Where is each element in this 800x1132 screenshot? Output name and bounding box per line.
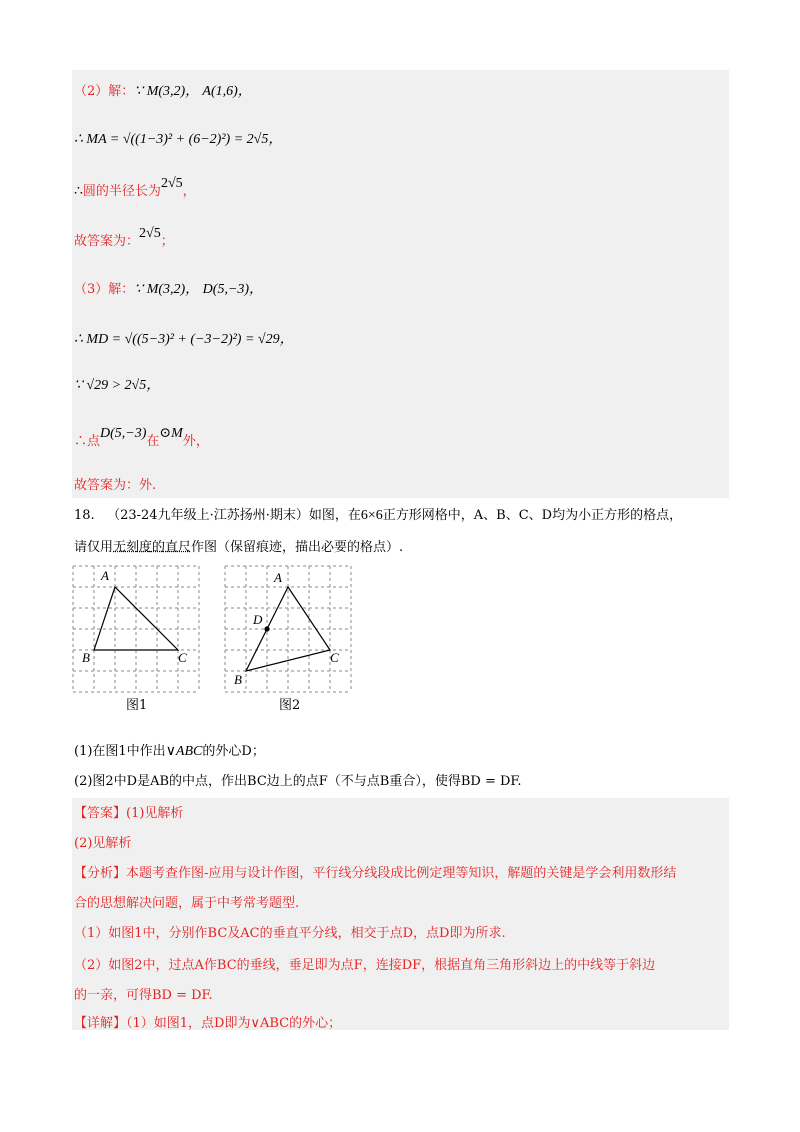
md-equation: ∴ MD = √((5−3)² + (−3−2)²) = √29，	[74, 332, 294, 347]
fig1-caption: 图1	[126, 698, 148, 713]
q18-stem2: 正方形网格中，A、B、C、D均为小正方形的格点，	[382, 508, 683, 523]
q18-stem-line2	[74, 538, 403, 558]
figure-1-grid	[72, 565, 200, 693]
fig2-grid-lines	[225, 566, 351, 692]
fig2-caption: 图2	[279, 698, 301, 713]
part2-line3: ∴圆的半径长为2√5，	[74, 176, 196, 199]
part2-answer-label: 故答案为：	[74, 234, 140, 249]
therefore-symbol: ∴	[74, 184, 83, 199]
radius-value: 2√5	[160, 176, 183, 191]
detail-1: （1）如图1，点D即为∨ABC的外心；	[126, 1016, 342, 1031]
fig1-grid-lines	[73, 566, 199, 692]
grid-size: 6×6	[360, 508, 383, 523]
detail-tag: 【详解】	[74, 1016, 127, 1031]
conclusion-prefix: ∴点	[74, 434, 101, 449]
answer-tag: 【答案】	[74, 806, 127, 821]
analysis-2: 合的思想解决问题，属于中考常考题型.	[74, 896, 300, 911]
part2-label: （2）解：	[74, 84, 135, 99]
radius-text: 圆的半径长为	[82, 184, 161, 199]
sub1-triangle: ∨ABC	[165, 744, 203, 759]
sub1-text: (1)在图1中作出	[74, 744, 166, 759]
circle-m: ⊙M	[159, 426, 183, 441]
q18-sub1	[74, 742, 265, 762]
part2-answer-value: 2√5	[139, 226, 161, 241]
answer-2: (2)见解析	[74, 836, 132, 851]
analysis-3: （1）如图1中，分别作BC及AC的垂直平分线，相交于点D，点D即为所求.	[74, 926, 506, 941]
part3-line1	[74, 280, 263, 300]
part3-line4	[74, 426, 209, 452]
figure-2-grid	[224, 565, 352, 693]
analysis-line1	[74, 864, 676, 884]
part3-label: （3）解：	[74, 282, 135, 297]
fig2-label-b: B	[234, 672, 242, 687]
q18-number: 18.	[74, 508, 95, 523]
conclusion-end: 外，	[182, 434, 209, 449]
part2-line2	[74, 130, 282, 150]
compare-statement: ∵ √29 > 2√5，	[74, 378, 161, 393]
fig2-point-d	[264, 626, 269, 631]
sub1-end: 的外心D；	[202, 744, 265, 759]
fig1-label-b: B	[82, 650, 90, 665]
conclusion-point: D(5,−3)	[100, 426, 147, 441]
q18-sub2: (2)图2中D是AB的中点，作出BC边上的点F（不与点B重合），使得BD = DF.	[74, 774, 522, 789]
ma-equation: ∴ MA = √((1−3)² + (6−2)²) = 2√5，	[74, 132, 283, 147]
part2-line4: 故答案为：2√5；	[74, 226, 174, 249]
analysis-tag: 【分析】	[74, 866, 127, 881]
q18-stem-line1	[74, 506, 682, 526]
part2-line1	[74, 82, 252, 102]
answer-1: (1)见解析	[126, 806, 184, 821]
q18-stem3b: 作图（保留痕迹，描出必要的格点）.	[191, 540, 404, 555]
analysis-4: （2）如图2中，过点A作BC的垂线，垂足即为点F，连接DF，根据直角三角形斜边上的中线等于斜边	[74, 958, 656, 973]
fig1-label-c: C	[178, 650, 187, 665]
fig1-label-a: A	[101, 568, 109, 583]
conclusion-mid: 在	[146, 434, 160, 449]
part3-line3	[74, 376, 160, 396]
analysis-1: 本题考查作图-应用与设计作图，平行线分线段成比例定理等知识，解题的关键是学会利用数形结	[126, 866, 677, 881]
q18-emphasis: 无刻度的直尺	[113, 540, 192, 555]
fig2-label-d: D	[253, 612, 263, 627]
part2-given: ∵ M(3,2)， A(1,6)，	[134, 84, 252, 99]
part3-line2	[74, 330, 294, 350]
detail-line	[74, 1014, 341, 1034]
part3-given: ∵ M(3,2)， D(5,−3)，	[134, 282, 264, 297]
q18-stem1: 如图，在	[308, 508, 361, 523]
answer-line	[74, 804, 183, 824]
fig2-label-c: C	[330, 650, 339, 665]
analysis-5: 的一亲，可得BD = DF.	[74, 988, 213, 1003]
q18-source: （23-24九年级上·江苏扬州·期末）	[107, 508, 309, 523]
part3-answer: 故答案为：外.	[74, 478, 157, 493]
q18-stem3a: 请仅用	[74, 540, 114, 555]
fig2-label-a: A	[274, 570, 282, 585]
